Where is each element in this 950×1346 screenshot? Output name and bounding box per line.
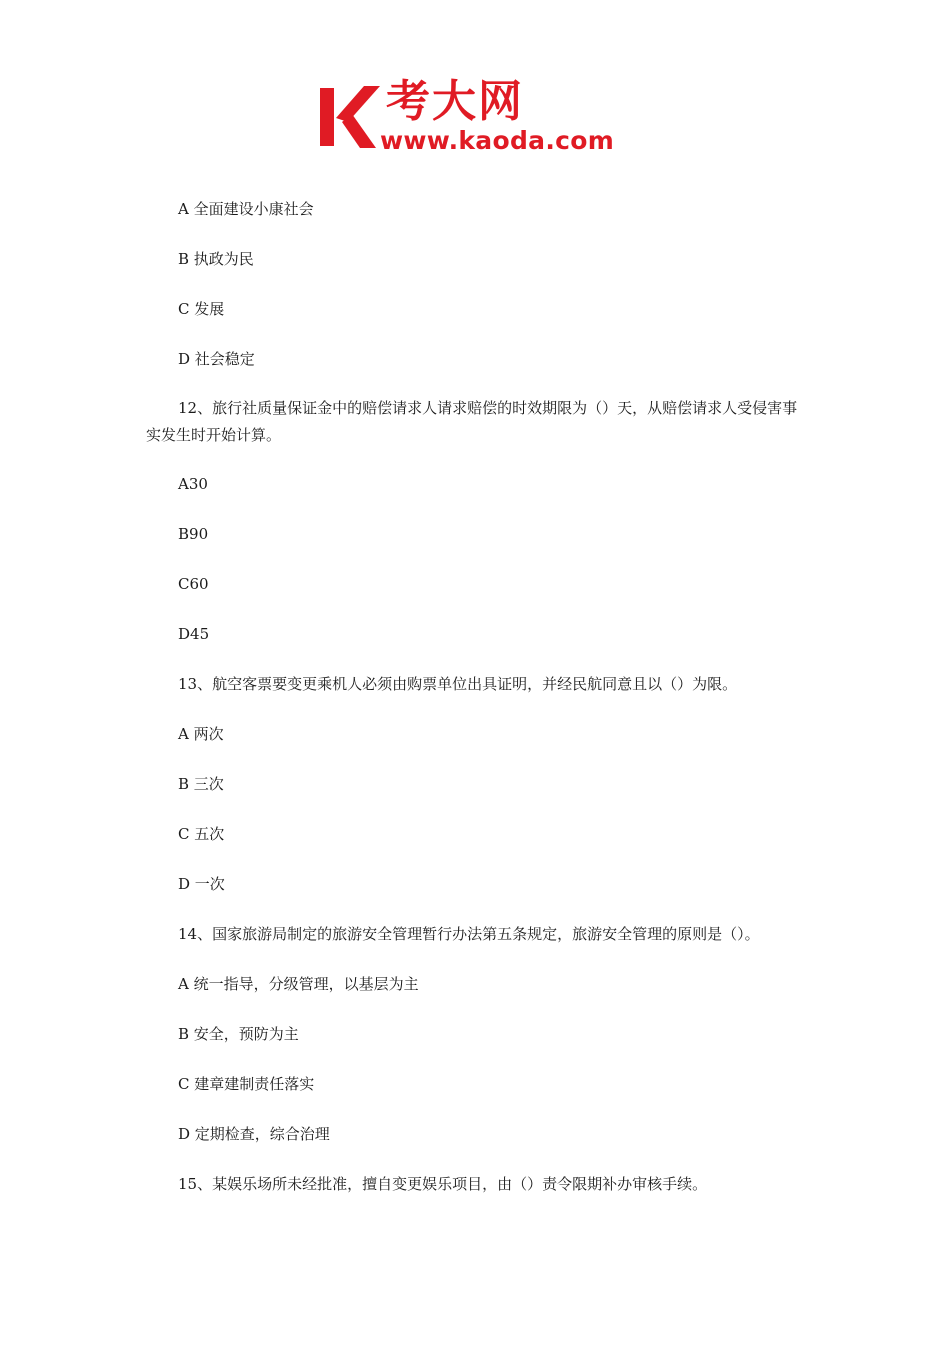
q11-option-a: A 全面建设小康社会 — [178, 200, 314, 218]
q13-option-b: B 三次 — [178, 775, 224, 793]
q14-option-b: B 安全，预防为主 — [178, 1025, 299, 1043]
question-13: 13、航空客票要变更乘机人必须由购票单位出具证明，并经民航同意且以（）为限。 — [178, 675, 738, 693]
q14-option-d: D 定期检查，综合治理 — [178, 1125, 330, 1143]
q12-option-a: A30 — [178, 475, 208, 493]
logo-url-text: www.kaoda.com — [380, 126, 615, 155]
q12-option-d: D45 — [178, 625, 210, 643]
q11-option-d: D 社会稳定 — [178, 350, 255, 368]
q12-option-c: C60 — [178, 575, 209, 593]
kaoda-logo — [318, 76, 640, 160]
k-logo-icon — [318, 84, 382, 150]
q13-option-d: D 一次 — [178, 875, 225, 893]
q11-option-c: C 发展 — [178, 300, 225, 318]
logo-chinese-text: 考大网 — [386, 76, 524, 127]
q11-option-b: B 执政为民 — [178, 250, 254, 268]
q12-option-b: B90 — [178, 525, 209, 543]
q13-option-a: A 两次 — [178, 725, 224, 743]
question-14: 14、国家旅游局制定的旅游安全管理暂行办法第五条规定，旅游安全管理的原则是（）。 — [178, 925, 760, 943]
question-15: 15、某娱乐场所未经批准，擅自变更娱乐项目，由（）责令限期补办审核手续。 — [178, 1175, 708, 1193]
q14-option-c: C 建章建制责任落实 — [178, 1075, 315, 1093]
q13-option-c: C 五次 — [178, 825, 225, 843]
q14-option-a: A 统一指导，分级管理，以基层为主 — [178, 975, 419, 993]
question-12: 12、旅行社质量保证金中的赔偿请求人请求赔偿的时效期限为（）天，从赔偿请求人受侵害事实发生时开始计算。 — [146, 399, 798, 444]
